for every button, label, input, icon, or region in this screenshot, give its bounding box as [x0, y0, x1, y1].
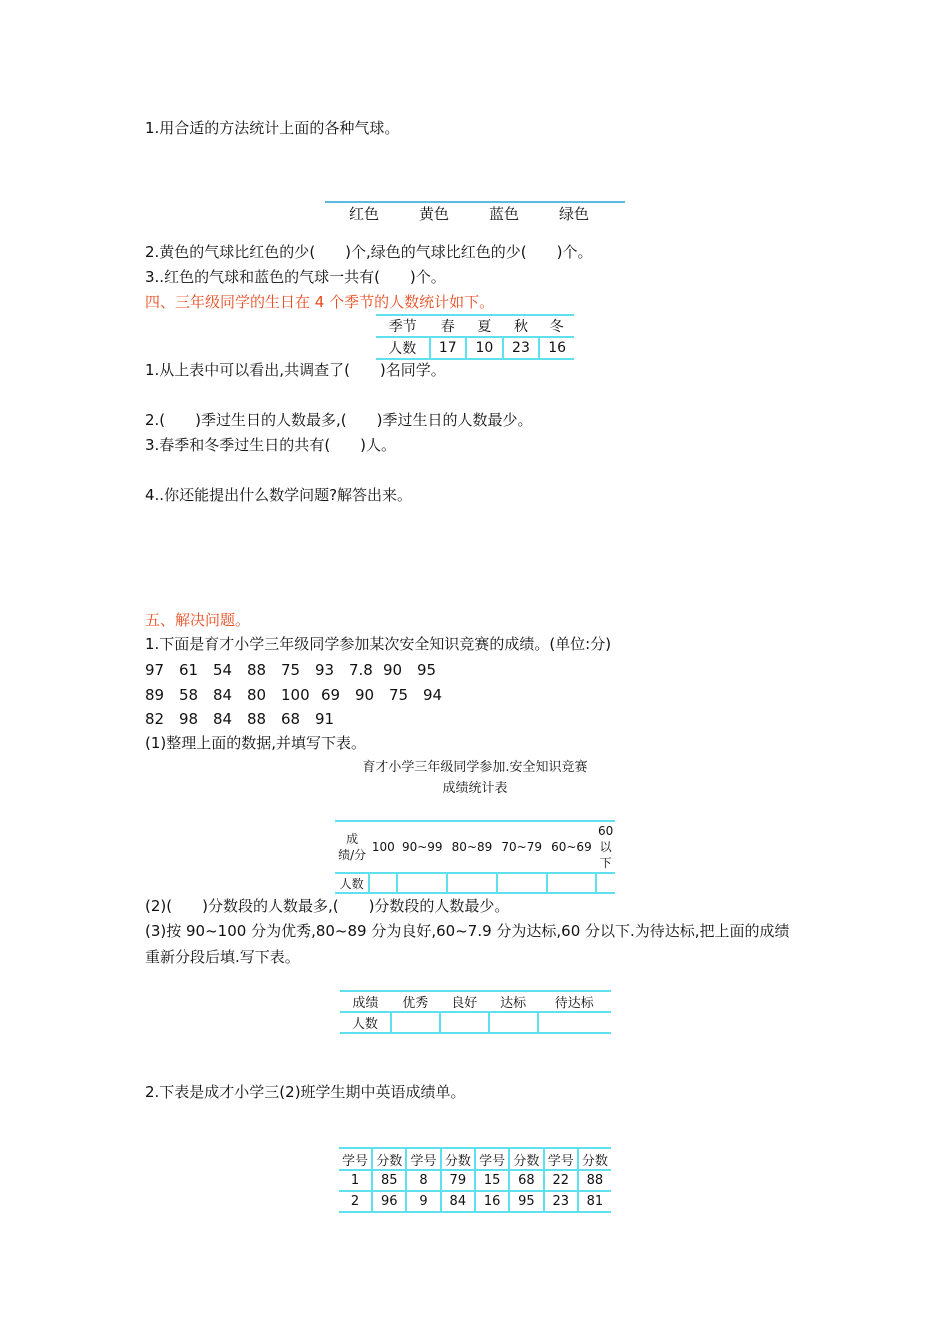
- balloon-label-blue: 蓝色: [489, 205, 520, 223]
- score-value: 75: [281, 661, 301, 679]
- score-value: 88: [247, 710, 267, 728]
- table-cell[interactable]: [369, 873, 397, 893]
- english-score-table: [339, 1147, 611, 1213]
- section4-title: 四、三年级同学的生日在 4 个季节的人数统计如下。: [145, 293, 495, 311]
- table-cell[interactable]: [447, 873, 497, 893]
- s4-q4: 4..你还能提出什么数学问题?解答出来。: [145, 486, 413, 504]
- table-cell: 90~99: [397, 821, 447, 873]
- cell: 冬: [539, 315, 574, 337]
- table-title: 育才小学三年级同学参加.安全知识竞赛: [362, 760, 588, 775]
- table-cell: 88: [578, 1170, 611, 1191]
- cell: 23: [503, 337, 540, 359]
- grade-level-table: [340, 990, 611, 1034]
- table-cell: 85: [372, 1170, 406, 1191]
- score-value: 90: [355, 685, 375, 704]
- score-range-table: [335, 820, 615, 894]
- table-cell: 79: [441, 1170, 475, 1191]
- score-value: 90: [383, 661, 403, 679]
- table-cell: 成绩: [340, 991, 391, 1012]
- table-cell: 成 绩/分: [335, 821, 369, 873]
- s5-p2: 2.下表是成才小学三(2)班学生期中英语成绩单。: [145, 1083, 466, 1101]
- table-cell: 23: [544, 1191, 578, 1212]
- s5-p1-1: (1)整理上面的数据,并填写下表。: [145, 734, 367, 752]
- season-table: [376, 314, 574, 360]
- table-cell: 分数: [578, 1148, 611, 1170]
- table-cell: 84: [441, 1191, 475, 1212]
- score-value: 61: [179, 661, 199, 679]
- table-cell: 100: [369, 821, 397, 873]
- table-cell: 2: [339, 1191, 372, 1212]
- cell: 16: [539, 337, 574, 359]
- cell: 人数: [376, 337, 430, 359]
- score-value: 84: [213, 710, 233, 728]
- q2: 2.黄色的气球比红色的少( )个,绿色的气球比红色的少( )个。: [145, 243, 593, 261]
- cell: 秋: [503, 315, 540, 337]
- table-cell[interactable]: [547, 873, 597, 893]
- score-value: 75: [389, 685, 409, 704]
- table-cell[interactable]: [391, 1012, 440, 1033]
- table-cell: 分数: [372, 1148, 406, 1170]
- table-cell: 良好: [440, 991, 489, 1012]
- score-value: 58: [179, 685, 199, 704]
- s5-p1-3b: 重新分段后填.写下表。: [145, 948, 300, 966]
- cell: 17: [430, 337, 467, 359]
- table-cell: 70~79: [497, 821, 547, 873]
- table-cell: 81: [578, 1191, 611, 1212]
- table-cell[interactable]: [397, 873, 447, 893]
- table-cell: 优秀: [391, 991, 440, 1012]
- balloon-label-red: 红色: [349, 205, 380, 223]
- score-value: 68: [281, 710, 301, 728]
- cell: 季节: [376, 315, 430, 337]
- score-value: 97: [145, 661, 165, 679]
- cell: 春: [430, 315, 467, 337]
- cell: 10: [466, 337, 503, 359]
- table-cell: 分数: [441, 1148, 475, 1170]
- table-cell: 60~69: [547, 821, 597, 873]
- table-cell: 22: [544, 1170, 578, 1191]
- table-cell: 15: [475, 1170, 509, 1191]
- section5-title: 五、解决问题。: [145, 611, 251, 629]
- q3: 3..红色的气球和蓝色的气球一共有( )个。: [145, 268, 446, 286]
- table-cell: 学号: [544, 1148, 578, 1170]
- s4-q2: 2.( )季过生日的人数最多,( )季过生日的人数最少。: [145, 411, 533, 429]
- score-value: 91: [315, 710, 335, 728]
- table-cell: 60 以 下: [596, 821, 615, 873]
- table-cell: 人数: [335, 873, 369, 893]
- table-cell[interactable]: [440, 1012, 489, 1033]
- score-value: 89: [145, 685, 165, 704]
- balloon-label-yellow: 黄色: [419, 205, 450, 223]
- table-cell: 68: [509, 1170, 543, 1191]
- table-subtitle: 成绩统计表: [442, 781, 508, 796]
- score-value: 93: [315, 661, 335, 679]
- table-cell: 学号: [406, 1148, 440, 1170]
- table-cell: 8: [406, 1170, 440, 1191]
- score-value: 88: [247, 661, 267, 679]
- table-cell[interactable]: [596, 873, 615, 893]
- score-value: 95: [417, 661, 437, 679]
- table-cell: 学号: [475, 1148, 509, 1170]
- s5-p1-3a: (3)按 90~100 分为优秀,80~89 分为良好,60~7.9 分为达标,60 分以下.为待达标,把上面的成绩: [145, 922, 790, 940]
- table-cell: 待达标: [538, 991, 611, 1012]
- score-value: 100: [281, 685, 310, 704]
- score-value: 7.8: [349, 661, 373, 679]
- score-value: 54: [213, 661, 233, 679]
- table-cell: 95: [509, 1191, 543, 1212]
- table-cell: 9: [406, 1191, 440, 1212]
- table-cell: 80~89: [447, 821, 497, 873]
- table-cell: 16: [475, 1191, 509, 1212]
- s5-p1: 1.下面是育才小学三年级同学参加某次安全知识竞赛的成绩。(单位:分): [145, 635, 612, 653]
- table-cell[interactable]: [497, 873, 547, 893]
- score-value: 80: [247, 685, 267, 704]
- score-value: 98: [179, 710, 199, 728]
- score-value: 82: [145, 710, 165, 728]
- s4-q3: 3.春季和冬季过生日的共有( )人。: [145, 436, 397, 454]
- table-cell[interactable]: [489, 1012, 538, 1033]
- s4-q1: 1.从上表中可以看出,共调查了( )名同学。: [145, 361, 446, 379]
- table-cell: 分数: [509, 1148, 543, 1170]
- table-cell[interactable]: [538, 1012, 611, 1033]
- table-cell: 达标: [489, 991, 538, 1012]
- cell: 夏: [466, 315, 503, 337]
- score-value: 69: [321, 685, 341, 704]
- score-value: 94: [423, 685, 443, 704]
- table-cell: 96: [372, 1191, 406, 1212]
- table-cell: 人数: [340, 1012, 391, 1033]
- score-value: 84: [213, 685, 233, 704]
- s5-p1-2: (2)( )分数段的人数最多,( )分数段的人数最少。: [145, 897, 510, 915]
- balloon-axis-line: [325, 201, 625, 203]
- balloon-label-green: 绿色: [559, 205, 590, 223]
- table-cell: 1: [339, 1170, 372, 1191]
- table-cell: 学号: [339, 1148, 372, 1170]
- q1-prompt: 1.用合适的方法统计上面的各种气球。: [145, 119, 400, 137]
